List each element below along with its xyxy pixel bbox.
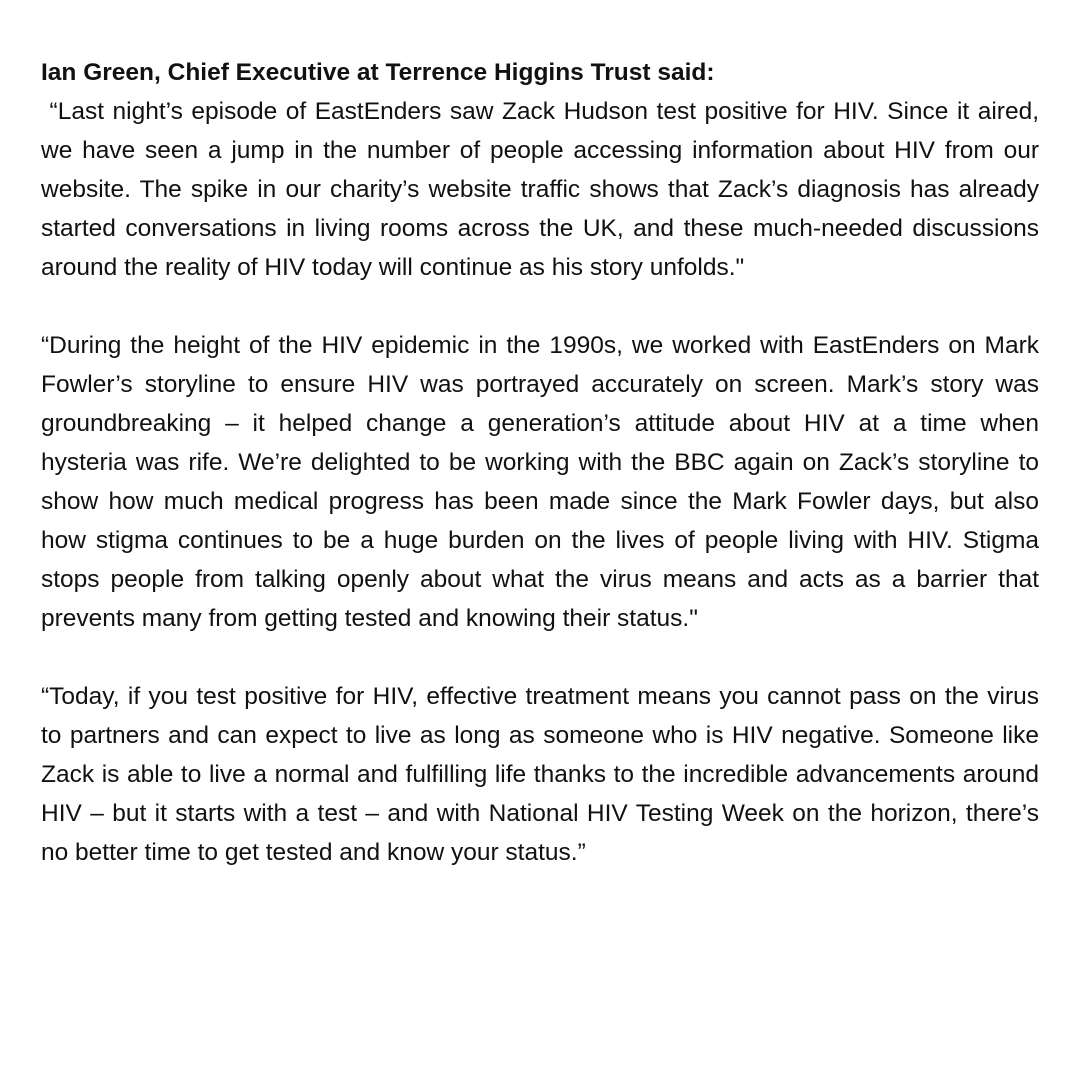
statement-heading: Ian Green, Chief Executive at Terrence Higgins Trust said: — [41, 59, 715, 86]
quote-paragraph-2: “During the height of the HIV epidemic in the 1990s, we worked with EastEnders on Mark Fowler’s storyline to ensure HIV was portrayed accurately on screen. Mark’s story was groundbreaking – it helped change a generation’s attitude about HIV at a time when hysteria was rife. We’re delighted to be working with the BBC again on Zack’s storyline to show how much medical progress has been made since the Mark Fowler days, but also how stigma continues to be a huge burden on the lives of people living with HIV. Stigma stops people from talking openly about what the virus means and acts as a barrier that prevents many from getting tested and knowing their status." — [41, 332, 1039, 632]
statement-block — [41, 53, 1046, 872]
quote-paragraph-1: “Last night’s episode of EastEnders saw Zack Hudson test positive for HIV. Since it aired, we have seen a jump in the number of people accessing information about HIV from our website. The spike in our charity’s website traffic shows that Zack’s diagnosis has already started conversations in living rooms across the UK, and these much-needed discussions around the reality of HIV today will continue as his story unfolds." — [41, 98, 1046, 281]
quote-paragraph-3: “Today, if you test positive for HIV, effective treatment means you cannot pass on the virus to partners and can expect to live as long as someone who is HIV negative. Someone like Zack is able to live a normal and fulfilling life thanks to the incredible advancements around HIV – but it starts with a test – and with National HIV Testing Week on the horizon, there’s no better time to get tested and know your status.” — [41, 683, 1039, 866]
